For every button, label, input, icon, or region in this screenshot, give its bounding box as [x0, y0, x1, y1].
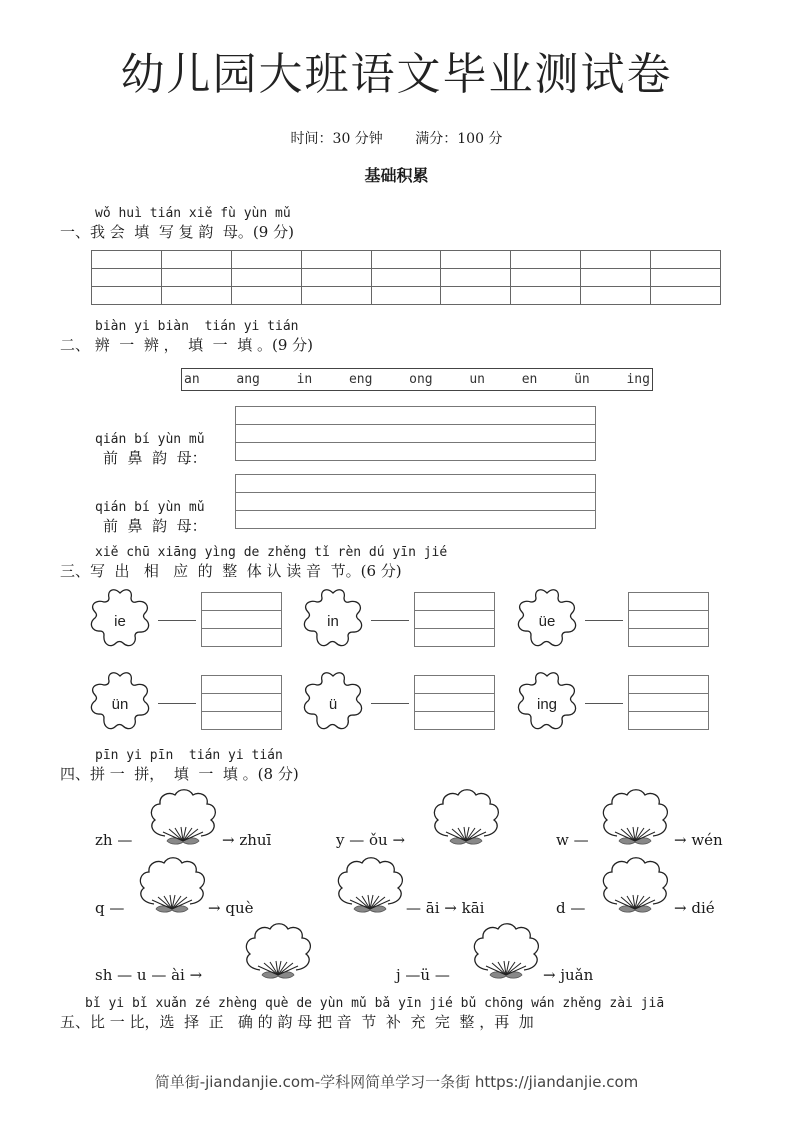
final-option: ong	[409, 372, 433, 387]
grid-cell[interactable]	[301, 287, 371, 305]
flower-final: ü	[328, 696, 338, 713]
q3-item	[85, 587, 155, 657]
q4-item-left: zh —	[95, 831, 133, 849]
q2-group-label	[95, 500, 207, 536]
q4-item-left: w —	[556, 831, 589, 849]
grid-cell[interactable]	[651, 269, 721, 287]
q1-question: 一、我 会 填 写 复 韵 母。(9 分)	[60, 223, 294, 241]
grid-row	[92, 251, 721, 269]
shell-icon[interactable]	[426, 786, 506, 852]
grid-cell[interactable]	[581, 269, 651, 287]
final-option: ing	[626, 372, 650, 387]
q3-pinyin: xiě chū xiāng yìng de zhěng tǐ rèn dú yīn jié	[95, 545, 448, 560]
grid-cell[interactable]	[441, 287, 511, 305]
flower-icon	[298, 670, 368, 736]
grid-cell[interactable]	[581, 287, 651, 305]
grid-cell[interactable]	[301, 269, 371, 287]
grid-cell[interactable]	[161, 287, 231, 305]
flower-icon	[512, 670, 582, 736]
q4-item-left: y — ǒu →	[336, 831, 406, 849]
connector-line	[158, 620, 196, 621]
flower-final: üe	[538, 613, 556, 630]
grid-cell[interactable]	[651, 287, 721, 305]
q3-answer-box[interactable]	[628, 675, 709, 730]
flower-final: ie	[114, 613, 126, 630]
q4-item-left: j —ü —	[396, 966, 450, 984]
q2-group-pinyin: qián bí yùn mǔ	[95, 500, 205, 515]
q3-item	[298, 670, 368, 740]
q3-item	[512, 670, 582, 740]
q5-question: 五、比 一 比，选 择 正 确 的 韵 母 把 音 节 补 充 完 整 ，再 加	[60, 1013, 534, 1031]
q2-pinyin: biàn yi biàn tián yi tián	[95, 319, 299, 334]
q2-question: 二、 辨 一 辨 ， 填 一 填 。(9 分)	[60, 336, 314, 354]
grid-cell[interactable]	[161, 269, 231, 287]
q2-group-text: 前 鼻 韵 母：	[103, 517, 207, 535]
q4-item-right: → juǎn	[543, 966, 594, 984]
q2-group-pinyin: qián bí yùn mǔ	[95, 432, 205, 447]
q4-item-left: sh — u — ài →	[95, 966, 203, 984]
q4-pinyin: pīn yi pīn tián yi tián	[95, 748, 283, 763]
q2-answer-box-2[interactable]	[235, 474, 596, 529]
page-title: 幼儿园大班语文毕业测试卷	[120, 49, 673, 100]
grid-cell[interactable]	[92, 287, 162, 305]
grid-cell[interactable]	[511, 251, 581, 269]
q3-answer-box[interactable]	[414, 675, 495, 730]
full-score: 满分：100 分	[415, 131, 503, 147]
flower-icon	[85, 587, 155, 653]
q4-item-left: d —	[556, 899, 586, 917]
q3-item	[512, 587, 582, 657]
q4-item-right: → dié	[674, 899, 715, 917]
grid-cell[interactable]	[161, 251, 231, 269]
shell-icon[interactable]	[595, 786, 675, 852]
exam-meta	[0, 128, 793, 148]
connector-line	[158, 703, 196, 704]
finals-word-bank	[181, 368, 653, 391]
final-option: en	[521, 372, 538, 387]
q3-question: 三、写 出 相 应 的 整 体 认 读 音 节。(6 分)	[60, 562, 402, 580]
grid-cell[interactable]	[92, 251, 162, 269]
flower-icon	[85, 670, 155, 736]
shell-icon[interactable]	[330, 854, 410, 920]
grid-row	[92, 269, 721, 287]
final-option: eng	[348, 372, 373, 387]
connector-line	[371, 703, 409, 704]
connector-line	[585, 703, 623, 704]
shell-icon[interactable]	[466, 920, 546, 986]
flower-final: ing	[536, 696, 558, 713]
shell-icon[interactable]	[132, 854, 212, 920]
grid-cell[interactable]	[441, 269, 511, 287]
flower-icon	[298, 587, 368, 653]
flower-icon	[512, 587, 582, 653]
grid-cell[interactable]	[231, 269, 301, 287]
grid-cell[interactable]	[511, 287, 581, 305]
grid-cell[interactable]	[441, 251, 511, 269]
q3-answer-box[interactable]	[414, 592, 495, 647]
footer-watermark: 简单街-jiandanjie.com-学科网简单学习一条街 https://jiandanjie.com	[154, 1073, 639, 1091]
grid-cell[interactable]	[92, 269, 162, 287]
q4-item-right: → què	[208, 899, 254, 917]
shell-icon[interactable]	[143, 786, 223, 852]
flower-final: in	[327, 613, 339, 630]
q4-question: 四、拼 一 拼， 填 一 填 。(8 分)	[60, 765, 299, 783]
q2-group-text: 前 鼻 韵 母：	[103, 449, 207, 467]
q4-item-left: q —	[95, 899, 125, 917]
q4-item-right: → wén	[674, 831, 723, 849]
grid-cell[interactable]	[371, 251, 441, 269]
flower-final: ün	[111, 696, 129, 713]
q2-answer-box-1[interactable]	[235, 406, 596, 461]
grid-cell[interactable]	[231, 251, 301, 269]
shell-icon[interactable]	[595, 854, 675, 920]
q3-answer-box[interactable]	[201, 675, 282, 730]
connector-line	[371, 620, 409, 621]
grid-row	[92, 287, 721, 305]
q3-item	[298, 587, 368, 657]
q1-answer-grid[interactable]	[91, 250, 721, 305]
grid-cell[interactable]	[371, 269, 441, 287]
grid-cell[interactable]	[581, 251, 651, 269]
grid-cell[interactable]	[231, 287, 301, 305]
final-option: an	[184, 372, 200, 387]
connector-line	[585, 620, 623, 621]
final-option: un	[469, 372, 486, 387]
q4-item-right: → zhuī	[222, 831, 272, 849]
q3-answer-box[interactable]	[201, 592, 282, 647]
final-option: ün	[574, 372, 590, 387]
q4-item-right: — āi → kāi	[406, 899, 485, 917]
final-option: ang	[236, 372, 260, 387]
grid-cell[interactable]	[651, 251, 721, 269]
section-title: 基础积累	[364, 166, 429, 185]
q1-pinyin: wǒ huì tián xiě fù yùn mǔ	[95, 206, 291, 221]
grid-cell[interactable]	[301, 251, 371, 269]
grid-cell[interactable]	[371, 287, 441, 305]
time-limit: 时间：30 分钟	[290, 131, 383, 147]
q2-group-label	[95, 432, 207, 468]
grid-cell[interactable]	[511, 269, 581, 287]
final-option: in	[296, 372, 313, 387]
shell-icon[interactable]	[238, 920, 318, 986]
q3-answer-box[interactable]	[628, 592, 709, 647]
q3-item	[85, 670, 155, 740]
q5-pinyin: bǐ yi bǐ xuǎn zé zhèng què de yùn mǔ bǎ yīn jié bǔ chōng wán zhěng zài jiā	[85, 996, 665, 1011]
